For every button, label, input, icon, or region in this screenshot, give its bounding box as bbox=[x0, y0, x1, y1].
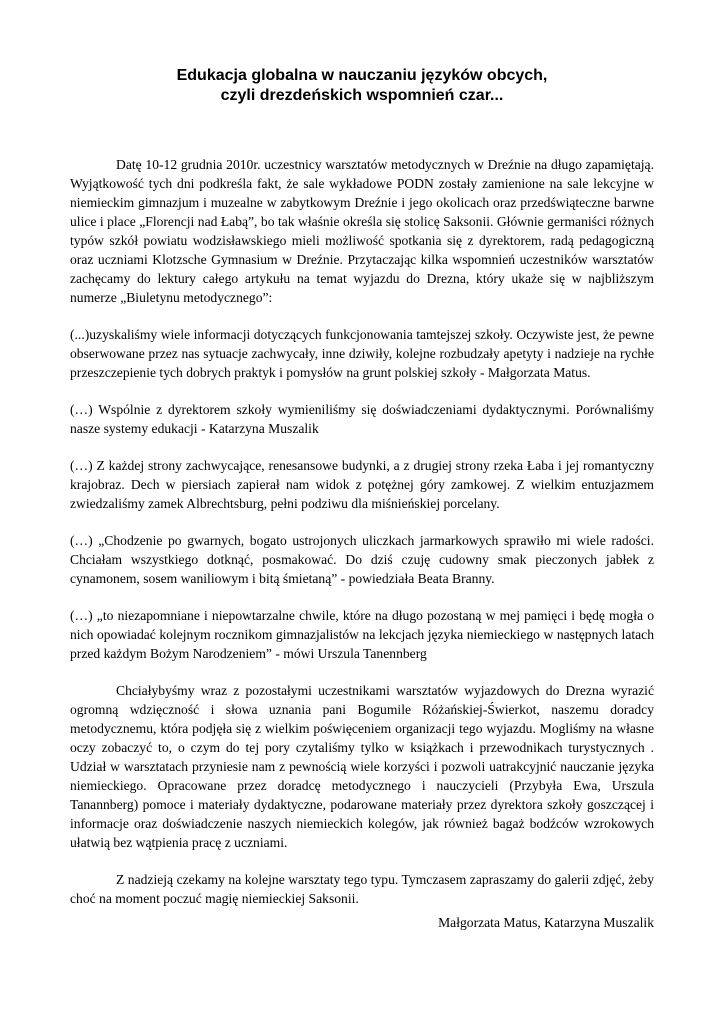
quote-paragraph-branny: (…) „Chodzenie po gwarnych, bogato ustrojonych uliczkach jarmarkowych sprawiło mi wiele radości. Chciałam wszystkiego dotknąć, posmakować. Do dziś czuję cudowny smak pieczonych jabłek z cynamonem, sosem waniliowym i bitą śmietaną” - powiedziała Beata Branny. bbox=[70, 533, 654, 586]
quote-paragraph-tanennberg: (…) „to niezapomniane i niepowtarzalne chwile, które na długo pozostaną w mej pamięci i będę mogła o nich opowiadać kolejnym rocznikom gimnazjalistów na lekcjach języka niemieckiego w następnych latach przed każdym Bożym Narodzeniem” - mówi Urszula Tanennberg bbox=[70, 608, 654, 661]
title-line-2: czyli drezdeńskich wspomnień czar... bbox=[220, 87, 504, 104]
closing-paragraph: Z nadzieją czekamy na kolejne warsztaty tego typu. Tymczasem zapraszamy do galerii zdjęć, żeby choć na moment poczuć magię niemieckiej Saksonii. bbox=[70, 872, 654, 906]
intro-paragraph: Datę 10-12 grudnia 2010r. uczestnicy warsztatów metodycznych w Dreźnie na długo zapamiętają. Wyjątkowość tych dni podkreśla fakt, że sale wykładowe PODN zostały zamienione na sale lekcyjne w niemieckim gimnazjum i muzealne w zabytkowym Dreźnie i jego okolicach oraz przedświąteczne barwne ulice i place „Florencji nad Łabą”, bo tak właśnie określa się stolicę Saksonii. Głównie germaniści różnych typów szkół powiatu wodzisławskiego mieli możliwość spotkania się z dyrektorem, radą pedagogiczną oraz uczniami Klotzsche Gymnasium w Dreźnie. Przytaczając kilka wspomnień uczestników warsztatów zachęcamy do lektury całego artykułu na temat wyjazdu do Drezna, który ukaże się w najbliższym numerze „Biuletynu metodycznego”: bbox=[70, 157, 654, 305]
quote-paragraph-muszalik: (…) Wspólnie z dyrektorem szkoły wymieniliśmy się doświadczeniami dydaktycznymi. Porównaliśmy nasze systemy edukacji - Katarzyna Muszalik bbox=[70, 402, 654, 436]
author-signature: Małgorzata Matus, Katarzyna Muszalik bbox=[438, 915, 654, 930]
article-body bbox=[70, 155, 654, 926]
document-title bbox=[70, 66, 654, 106]
title-line-1: Edukacja globalna w nauczaniu języków obcych, bbox=[176, 67, 548, 84]
quote-paragraph-albrechtsburg: (…) Z każdej strony zachwycające, renesansowe budynki, a z drugiej strony rzeka Łaba i jej romantyczny krajobraz. Dech w piersiach zapierał nam widok z potężnej góry zamkowej. Z wielkim entuzjazmem zwiedzaliśmy zamek Albrechtsburg, pełni podziwu dla miśnieńskiej porcelany. bbox=[70, 458, 654, 511]
thanks-paragraph: Chciałybyśmy wraz z pozostałymi uczestnikami warsztatów wyjazdowych do Drezna wyrazić ogromną wdzięczność i słowa uznania pani Bogumile Różańskiej-Świerkot, naszemu doradcy metodycznemu, która podjęła się z wielkim poświęceniem organizacji tego wyjazdu. Mogliśmy na własne oczy zobaczyć to, o czym do tej pory czytaliśmy tylko w książkach i przewodnikach turystycznych . Udział w warsztatach przyniesie nam z pewnością wiele korzyści i pozwoli uatrakcyjnić nauczanie języka niemieckiego. Opracowane przez doradcę metodycznego i nauczycieli (Przybyła Ewa, Urszula Tanannberg) pomoce i materiały dydaktyczne, podarowane materiały przez dyrektora szkoły goszczącej i informacje oraz doświadczenie naszych niemieckich kolegów, jak również bagaż bodźców wzrokowych ułatwią bez wątpienia pracę z uczniami. bbox=[70, 683, 654, 850]
quote-paragraph-matus: (...)uzyskaliśmy wiele informacji dotyczących funkcjonowania tamtejszej szkoły. Oczywiste jest, że pewne obserwowane przez nas sytuacje zachwycały, inne dziwiły, kolejne rozbudzały apetyty i nadzieje na rychłe przeszczepienie tych dobrych praktyk i pomysłów na grunt polskiej szkoły - Małgorzata Matus. bbox=[70, 327, 654, 380]
document-page bbox=[70, 0, 654, 1024]
